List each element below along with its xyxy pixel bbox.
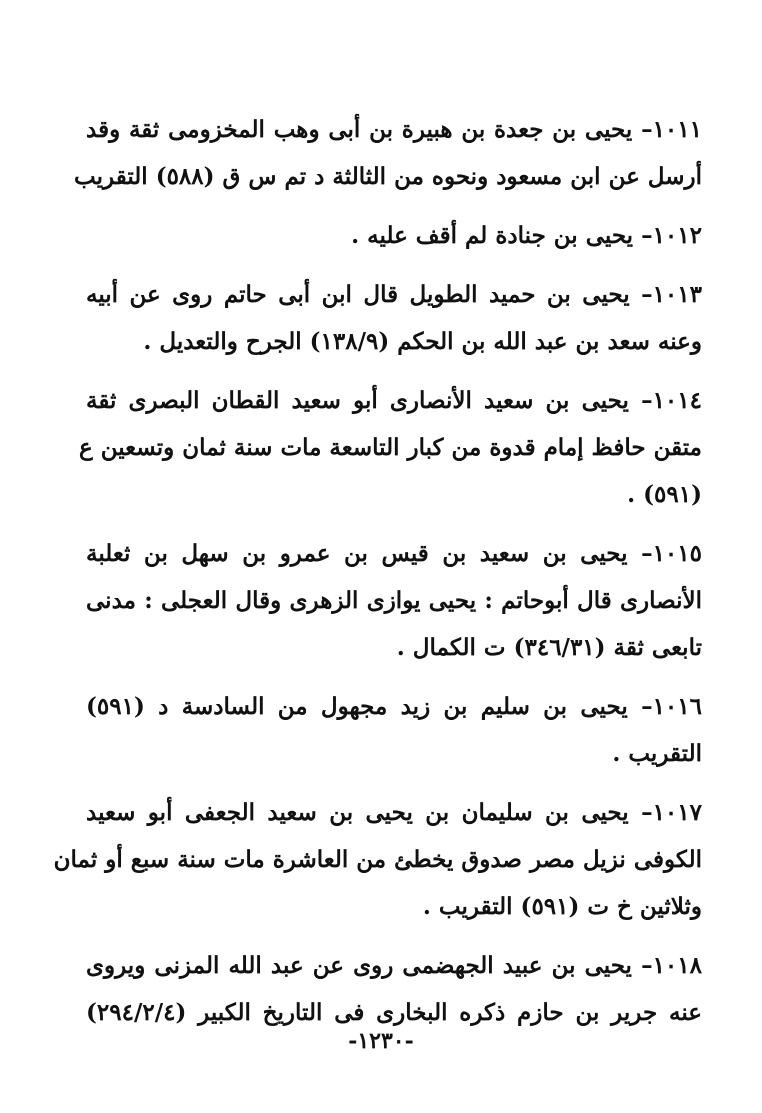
entry-line: تابعى ثقة (٣٤٦/٣١) ت الكمال .	[396, 634, 702, 661]
entry-line: (٥٩١) .	[627, 481, 702, 508]
entry-line: متقن حافظ إمام قدوة من كبار التاسعة مات سنة ثمان وتسعين ع	[78, 434, 702, 461]
entry-line: ١٠١٨– يحيى بن عبيد الجهضمى روى عن عبد الله المزنى ويروى	[86, 952, 702, 979]
entry-line: ١٠١٢– يحيى بن جنادة لم أقف عليه .	[351, 222, 702, 249]
entry-1018	[86, 942, 702, 1036]
entry-line: الكوفى نزيل مصر صدوق يخطئ من العاشرة مات سنة سبع أو ثمان	[53, 846, 702, 873]
entry-line: ١٠١٥– يحيى بن سعيد بن قيس بن عمرو بن سهل بن ثعلبة	[86, 540, 702, 567]
entry-line: وعنه سعد بن عبد الله بن الحكم (١٣٨/٩) الجرح والتعديل .	[143, 328, 702, 355]
entry-line: ١٠١٣– يحيى بن حميد الطويل قال ابن أبى حاتم روى عن أبيه	[86, 281, 702, 308]
entry-line: ١٠١٦– يحيى بن سليم بن زيد مجهول من السادسة د (٥٩١)	[86, 693, 702, 720]
entry-line: ١٠١٧– يحيى بن سليمان بن يحيى بن سعيد الجعفى أبو سعيد	[86, 799, 702, 826]
entry-line: وثلاثين خ ت (٥٩١) التقريب .	[422, 893, 702, 920]
entry-line: التقريب .	[612, 740, 702, 767]
entry-line: عنه جرير بن حازم ذكره البخارى فى التاريخ الكبير (٢٩٤/٢/٤)	[86, 999, 702, 1026]
page-number: -١٢٣٠-	[348, 1028, 414, 1054]
entry-1017	[53, 789, 702, 930]
entry-line: أرسل عن ابن مسعود ونحوه من الثالثة د تم س ق (٥٨٨) التقريب	[74, 163, 702, 190]
entry-1014	[78, 377, 702, 518]
entry-line: ١٠١٤– يحيى بن سعيد الأنصارى أبو سعيد القطان البصرى ثقة	[86, 387, 702, 414]
entry-1016	[86, 683, 702, 777]
entry-list	[53, 106, 702, 1048]
entry-1011	[74, 106, 702, 200]
entry-1015	[86, 530, 702, 671]
entry-1013	[86, 271, 702, 365]
entry-line: ١٠١١– يحيى بن جعدة بن هبيرة بن أبى وهب المخزومى ثقة وقد	[86, 116, 702, 143]
entry-1012	[86, 212, 702, 259]
entry-line: الأنصارى قال أبوحاتم : يحيى يوازى الزهرى وقال العجلى : مدنى	[86, 587, 702, 614]
